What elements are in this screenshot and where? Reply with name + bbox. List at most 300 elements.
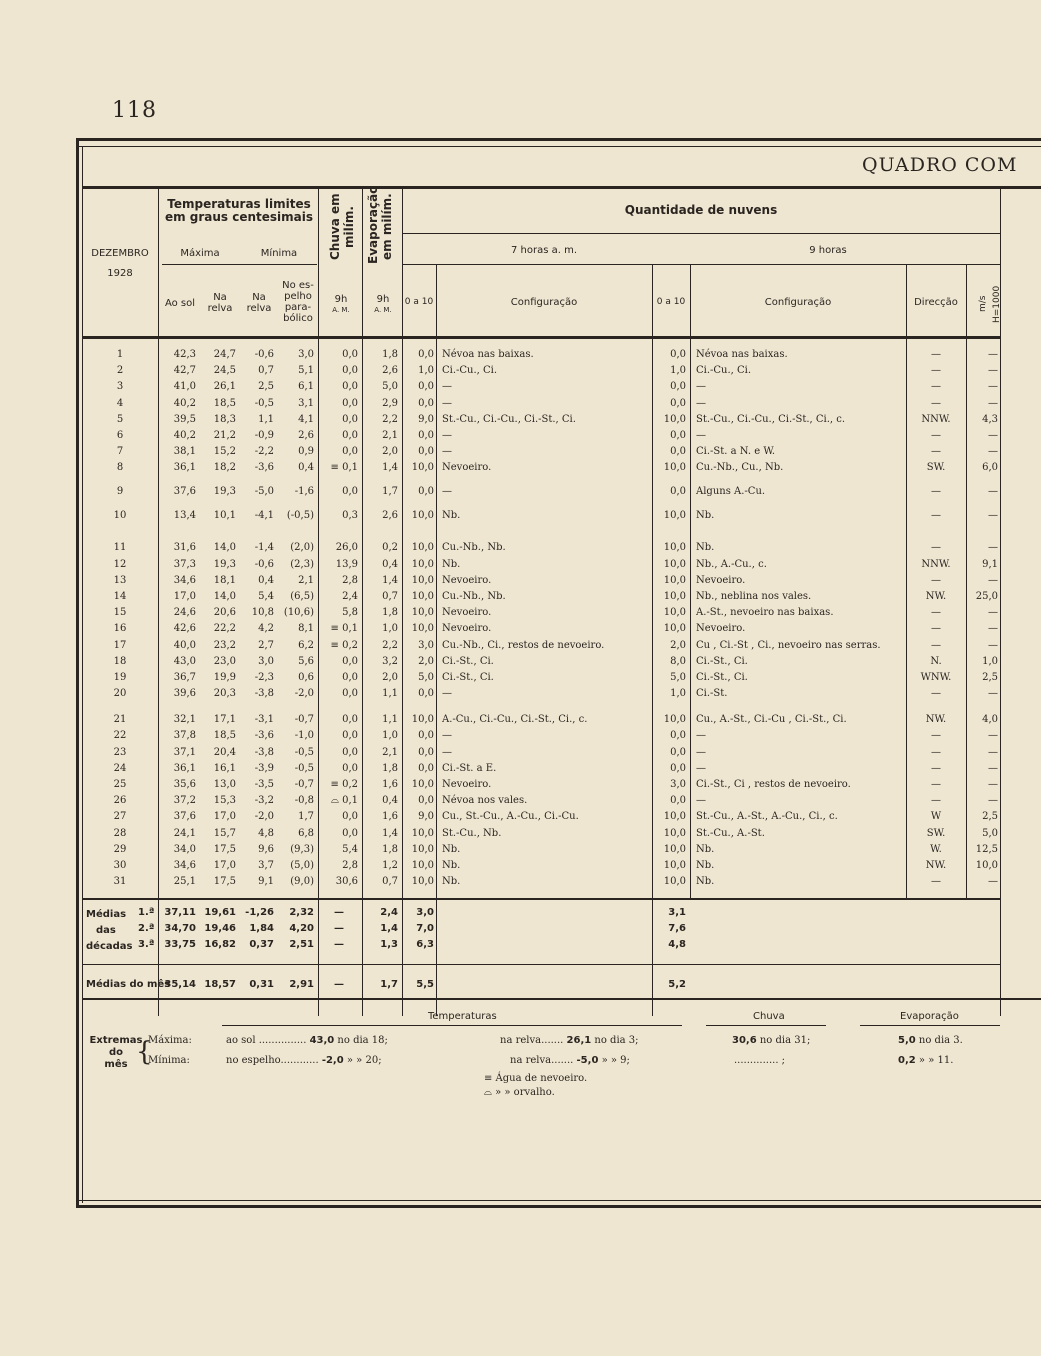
cell-d: 5 <box>116 413 124 425</box>
decada-chuva: — <box>334 907 344 918</box>
cell-c7: — <box>442 730 452 742</box>
cell-c7: — <box>442 397 452 409</box>
cell-mrelva: 9,1 <box>258 876 274 888</box>
cell-n9: 10,0 <box>663 843 686 855</box>
cell-mrelva: 0,4 <box>258 574 274 586</box>
cell-esp: 4,1 <box>298 413 314 425</box>
cell-n7: 10,0 <box>411 843 434 855</box>
cell-sol: 40,2 <box>173 397 196 409</box>
cell-relva: 14,0 <box>213 591 236 602</box>
cell-c7: St.-Cu., Nb. <box>442 827 502 839</box>
cell-d: 14 <box>113 591 127 602</box>
header-9h: 9 horas <box>809 245 847 256</box>
extremas-min-espelho: no espelho............ -2,0 » » 20; <box>226 1055 382 1066</box>
header-chuva-hour-1: 9h <box>334 294 348 305</box>
cell-relva: 16,1 <box>213 762 236 774</box>
cell-sol: 43,0 <box>173 655 196 667</box>
cell-chuva: 0,0 <box>342 349 358 360</box>
decada-n9: 3,1 <box>668 907 686 918</box>
cell-dir: SW. <box>926 827 946 839</box>
cell-vel: — <box>988 381 998 393</box>
cell-relva: 15,2 <box>213 446 236 458</box>
cell-n9: 0,0 <box>670 446 686 458</box>
cell-c9: Ci.-St. <box>696 688 728 700</box>
cell-c7: — <box>442 486 452 498</box>
cell-relva: 17,0 <box>213 860 236 871</box>
cell-evap: 1,8 <box>382 843 398 855</box>
cell-evap: 2,2 <box>382 413 398 425</box>
cell-relva: 17,1 <box>213 714 236 726</box>
cell-chuva: ≡ 0,1 <box>330 623 358 635</box>
cell-sol: 37,6 <box>173 486 196 498</box>
cell-n9: 8,0 <box>670 655 686 667</box>
cell-esp: 2,1 <box>298 574 314 586</box>
cell-esp: -0,7 <box>294 714 314 726</box>
table-title: QUADRO COM <box>862 154 1018 176</box>
cell-sol: 25,1 <box>173 876 196 888</box>
extremas-temp-rule <box>222 1025 682 1026</box>
cell-evap: 2,0 <box>382 672 398 683</box>
decada-n9: 7,6 <box>668 923 686 934</box>
cell-c9: — <box>696 430 706 441</box>
cell-vel: — <box>988 542 998 554</box>
cell-c9: Ci.-St., Ci. <box>696 672 748 683</box>
cell-dir: — <box>931 607 941 619</box>
cell-esp: (6,5) <box>290 591 314 602</box>
cell-evap: 1,8 <box>382 349 398 360</box>
cell-c9: — <box>696 762 706 774</box>
cell-c7: Nevoeiro. <box>442 779 492 790</box>
cell-n7: 10,0 <box>411 860 434 871</box>
extremas-header-evaporacao: Evaporação <box>900 1011 959 1022</box>
legend-orvalho: ⌓ » » orvalho. <box>484 1087 555 1098</box>
cell-d: 24 <box>113 762 127 774</box>
cell-sol: 37,8 <box>173 730 196 742</box>
cell-c7: Nevoeiro. <box>442 623 492 635</box>
cell-evap: 1,1 <box>382 688 398 700</box>
decada-sol: 34,70 <box>164 923 196 934</box>
cell-esp: -0,7 <box>294 779 314 790</box>
decada-evap: 1,3 <box>380 939 398 950</box>
cell-esp: (5,0) <box>290 860 314 871</box>
extremas-maxima-label: Máxima: <box>148 1035 192 1046</box>
cell-n9: 10,0 <box>663 542 686 554</box>
cell-esp: 5,6 <box>298 655 314 667</box>
cell-relva: 22,2 <box>213 623 236 635</box>
cell-n7: 10,0 <box>411 462 434 474</box>
cell-mrelva: -3,6 <box>254 462 274 474</box>
cell-esp: 5,1 <box>298 365 314 377</box>
cell-c7: — <box>442 381 452 393</box>
medias-label-1: Médias <box>86 909 127 920</box>
medias-label-2: das <box>96 925 116 936</box>
decada-sol: 37,11 <box>164 907 196 918</box>
cell-mrelva: -3,9 <box>254 762 274 774</box>
cell-n9: 1,0 <box>670 688 686 700</box>
cell-evap: 1,4 <box>382 827 398 839</box>
cell-chuva: 0,0 <box>342 827 358 839</box>
cell-mrelva: -3,2 <box>254 795 274 807</box>
cell-esp: (2,3) <box>290 558 314 570</box>
header-evaporacao: Evaporação em milím. <box>366 185 394 264</box>
cell-d: 9 <box>116 486 124 498</box>
cell-mrelva: 4,8 <box>258 827 274 839</box>
cell-vel: 2,5 <box>982 672 998 683</box>
cell-sol: 34,0 <box>173 843 196 855</box>
cell-n9: 10,0 <box>663 574 686 586</box>
cell-d: 1 <box>116 349 124 360</box>
cell-relva: 18,1 <box>213 574 236 586</box>
header-temp-line2: em graus centesimais <box>164 210 314 224</box>
cell-c9: Ci.-St. a N. e W. <box>696 446 776 458</box>
decada-relva: 19,61 <box>204 907 236 918</box>
header-evap-hour-1: 9h <box>376 294 390 305</box>
cell-sol: 24,6 <box>173 607 196 619</box>
cell-esp: -0,5 <box>294 762 314 774</box>
cell-c7: — <box>442 446 452 458</box>
cell-sol: 40,2 <box>173 430 196 441</box>
cell-mrelva: -5,0 <box>254 486 274 498</box>
cell-c9: A.-St., nevoeiro nas baixas. <box>696 607 834 619</box>
cell-evap: 2,6 <box>382 510 398 522</box>
cell-chuva: 0,0 <box>342 811 358 823</box>
cell-dir: — <box>931 430 941 441</box>
extremas-max-evap: 5,0 no dia 3. <box>898 1035 963 1046</box>
cell-relva: 24,7 <box>213 349 236 360</box>
cell-vel: — <box>988 795 998 807</box>
cell-n9: 3,0 <box>670 779 686 790</box>
cell-sol: 40,0 <box>173 639 196 651</box>
cell-vel: 6,0 <box>982 462 998 474</box>
cell-n7: 9,0 <box>418 413 434 425</box>
cell-d: 23 <box>113 746 127 758</box>
cell-d: 28 <box>113 827 127 839</box>
cell-dir: — <box>931 779 941 790</box>
header-na-relva-min-1: Na <box>252 292 266 303</box>
cell-n7: 10,0 <box>411 714 434 726</box>
cell-n7: 0,0 <box>418 446 434 458</box>
cell-sol: 32,1 <box>173 714 196 726</box>
cell-esp: 3,0 <box>298 349 314 360</box>
cell-dir: — <box>931 397 941 409</box>
cell-c7: — <box>442 430 452 441</box>
medias-mes-label: Médias do mês <box>86 979 171 990</box>
cell-d: 25 <box>113 779 127 790</box>
decada-evap: 1,4 <box>380 923 398 934</box>
cell-mrelva: -0,6 <box>254 349 274 360</box>
cell-sol: 37,1 <box>173 746 196 758</box>
cell-evap: 1,8 <box>382 607 398 619</box>
cell-esp: (9,3) <box>290 843 314 855</box>
cell-n7: 0,0 <box>418 730 434 742</box>
cell-chuva: 26,0 <box>335 542 358 554</box>
col-divider-c9 <box>690 264 691 900</box>
cell-chuva: ≡ 0,2 <box>330 639 358 651</box>
cell-c7: Nevoeiro. <box>442 462 492 474</box>
cell-n9: 0,0 <box>670 397 686 409</box>
cell-sol: 42,3 <box>173 349 196 360</box>
cell-n9: 10,0 <box>663 811 686 823</box>
header-nuvens: Quantidade de nuvens <box>624 203 778 217</box>
cell-vel: — <box>988 365 998 377</box>
medias-mes-esp: 2,91 <box>289 979 314 990</box>
cell-sol: 36,1 <box>173 762 196 774</box>
cell-n7: 0,0 <box>418 795 434 807</box>
cell-n7: 10,0 <box>411 607 434 619</box>
header-evap-hour-2: A. M. <box>374 306 392 314</box>
cell-evap: 1,6 <box>382 779 398 790</box>
extremas-min-relva: na relva....... -5,0 » » 9; <box>510 1055 630 1066</box>
cell-evap: 5,0 <box>382 381 398 393</box>
decada-relva: 19,46 <box>204 923 236 934</box>
cell-vel: — <box>988 779 998 790</box>
cell-n7: 10,0 <box>411 827 434 839</box>
cell-chuva: 0,0 <box>342 672 358 683</box>
cell-d: 7 <box>116 446 124 458</box>
header-maxima: Máxima <box>180 248 220 259</box>
header-0a10-9h: 0 a 10 <box>656 297 686 307</box>
cell-n7: 0,0 <box>418 397 434 409</box>
cell-dir: NNW. <box>921 413 951 425</box>
cell-c9: Nb., A.-Cu., c. <box>696 558 767 570</box>
cell-dir: — <box>931 876 941 888</box>
cell-sol: 36,7 <box>173 672 196 683</box>
cell-c7: Nb. <box>442 558 461 570</box>
header-espelho-4: bólico <box>283 313 313 324</box>
cell-n9: 0,0 <box>670 486 686 498</box>
medias-top-rule <box>82 898 1000 900</box>
cell-sol: 31,6 <box>173 542 196 554</box>
medias-mes-n7: 5,5 <box>416 979 434 990</box>
cell-c7: Ci.-St., Ci. <box>442 672 494 683</box>
medias-label-3: décadas <box>86 941 133 952</box>
cell-relva: 15,3 <box>213 795 236 807</box>
cell-chuva: ⌓ 0,1 <box>331 795 358 807</box>
cell-d: 27 <box>113 811 127 823</box>
decada-evap: 2,4 <box>380 907 398 918</box>
cell-c9: Nb. <box>696 510 715 522</box>
cell-c7: Nb. <box>442 843 461 855</box>
cell-d: 12 <box>113 558 127 570</box>
cell-n9: 10,0 <box>663 714 686 726</box>
cell-n7: 10,0 <box>411 876 434 888</box>
cell-chuva: 2,8 <box>342 574 358 586</box>
cell-c9: Ci.-St., Ci , restos de nevoeiro. <box>696 779 851 790</box>
cell-c9: Nb. <box>696 843 715 855</box>
nuvens-group-rule <box>402 233 1000 234</box>
cell-c7: Ci.-St., Ci. <box>442 655 494 667</box>
header-top-rule <box>82 186 1041 189</box>
nuvens-subheader-rule <box>402 264 1000 265</box>
decada-mrelva: 1,84 <box>249 923 274 934</box>
cell-mrelva: -3,6 <box>254 730 274 742</box>
cell-dir: — <box>931 762 941 774</box>
header-7h: 7 horas a. m. <box>510 245 578 256</box>
cell-c7: Nb. <box>442 876 461 888</box>
cell-esp: -0,5 <box>294 746 314 758</box>
cell-esp: 6,2 <box>298 639 314 651</box>
decada-mrelva: 0,37 <box>249 939 274 950</box>
medias-bottom-rule <box>82 998 1041 1000</box>
cell-evap: 1,7 <box>382 486 398 498</box>
cell-evap: 0,7 <box>382 591 398 602</box>
header-0a10-7h: 0 a 10 <box>404 297 434 307</box>
cell-n7: 2,0 <box>418 655 434 667</box>
cell-d: 13 <box>113 574 127 586</box>
cell-vel: 12,5 <box>975 843 998 855</box>
decada-chuva: — <box>334 939 344 950</box>
decada-esp: 2,51 <box>289 939 314 950</box>
cell-n9: 10,0 <box>663 860 686 871</box>
cell-c7: Nb. <box>442 860 461 871</box>
cell-esp: -2,0 <box>294 688 314 700</box>
cell-n7: 10,0 <box>411 542 434 554</box>
cell-dir: WNW. <box>920 672 952 683</box>
cell-c9: — <box>696 397 706 409</box>
medias-mes-n9: 5,2 <box>668 979 686 990</box>
header-na-relva-max-1: Na <box>213 292 227 303</box>
cell-c9: — <box>696 746 706 758</box>
cell-sol: 34,6 <box>173 574 196 586</box>
cell-relva: 18,5 <box>213 730 236 742</box>
cell-dir: — <box>931 623 941 635</box>
cell-relva: 10,1 <box>213 510 236 522</box>
cell-vel: — <box>988 397 998 409</box>
cell-c7: Cu.-Nb., Ci., restos de nevoeiro. <box>442 639 605 651</box>
cell-n7: 10,0 <box>411 510 434 522</box>
cell-esp: -1,6 <box>294 486 314 498</box>
decada-esp: 4,20 <box>289 923 314 934</box>
cell-esp: 2,6 <box>298 430 314 441</box>
cell-relva: 23,2 <box>213 639 236 651</box>
cell-dir: NW. <box>925 714 947 726</box>
cell-n9: 10,0 <box>663 607 686 619</box>
decada-n9: 4,8 <box>668 939 686 950</box>
cell-evap: 2,0 <box>382 446 398 458</box>
cell-evap: 1,2 <box>382 860 398 871</box>
cell-dir: — <box>931 542 941 554</box>
header-velocidade: m/s H=1000 <box>978 285 1002 323</box>
cell-vel: 4,0 <box>982 714 998 726</box>
cell-d: 2 <box>116 365 124 377</box>
cell-c9: Nb. <box>696 860 715 871</box>
cell-relva: 17,5 <box>213 876 236 888</box>
extremas-minima-label: Mínima: <box>148 1055 190 1066</box>
extremas-chuva-rule <box>706 1025 826 1026</box>
cell-chuva: 0,0 <box>342 688 358 700</box>
cell-c9: Nb. <box>696 542 715 554</box>
cell-d: 29 <box>113 843 127 855</box>
cell-dir: — <box>931 510 941 522</box>
cell-c9: Ci.-Cu., Ci. <box>696 365 752 377</box>
cell-c9: Nevoeiro. <box>696 623 746 635</box>
cell-dir: — <box>931 730 941 742</box>
col-divider-day <box>158 186 159 1016</box>
cell-chuva: 0,0 <box>342 730 358 742</box>
cell-dir: NW. <box>925 860 947 871</box>
cell-c9: St.-Cu., Ci.-Cu., Ci.-St., Ci., c. <box>696 413 846 425</box>
cell-esp: 0,4 <box>298 462 314 474</box>
cell-chuva: 5,8 <box>342 607 358 619</box>
cell-evap: 0,4 <box>382 795 398 807</box>
medias-mes-evap: 1,7 <box>380 979 398 990</box>
decada-chuva: — <box>334 923 344 934</box>
cell-vel: — <box>988 639 998 651</box>
header-na-relva-min-2: relva <box>246 303 272 314</box>
cell-c9: Nevoeiro. <box>696 574 746 586</box>
cell-sol: 13,4 <box>173 510 196 522</box>
cell-dir: SW. <box>926 462 946 474</box>
cell-vel: 25,0 <box>975 591 998 602</box>
decada-n7: 3,0 <box>416 907 434 918</box>
cell-n9: 0,0 <box>670 795 686 807</box>
cell-sol: 17,0 <box>173 591 196 602</box>
cell-d: 19 <box>113 672 127 683</box>
decada-label: 3.ª <box>138 939 155 950</box>
cell-n7: 5,0 <box>418 672 434 683</box>
cell-vel: 5,0 <box>982 827 998 839</box>
cell-relva: 26,1 <box>213 381 236 393</box>
cell-n9: 0,0 <box>670 730 686 742</box>
cell-sol: 39,6 <box>173 688 196 700</box>
cell-c7: A.-Cu., Ci.-Cu., Ci.-St., Ci., c. <box>442 714 588 726</box>
cell-c7: Cu.-Nb., Nb. <box>442 591 506 602</box>
cell-mrelva: -1,4 <box>254 542 274 554</box>
cell-dir: — <box>931 688 941 700</box>
header-config-7h: Configuração <box>510 297 578 308</box>
cell-c7: Névoa nos vales. <box>442 795 528 807</box>
cell-n7: 10,0 <box>411 574 434 586</box>
header-bottom-rule <box>82 336 1000 339</box>
cell-n9: 2,0 <box>670 639 686 651</box>
cell-c7: Ci.-St. a E. <box>442 762 497 774</box>
cell-n7: 3,0 <box>418 639 434 651</box>
cell-esp: (10,6) <box>283 607 314 619</box>
cell-n7: 10,0 <box>411 558 434 570</box>
extremas-max-sol: ao sol ............... 43,0 no dia 18; <box>226 1035 388 1046</box>
cell-chuva: 0,0 <box>342 381 358 393</box>
cell-relva: 23,0 <box>213 655 236 667</box>
cell-relva: 13,0 <box>213 779 236 790</box>
cell-c7: Nb. <box>442 510 461 522</box>
cell-n7: 10,0 <box>411 779 434 790</box>
cell-evap: 1,6 <box>382 811 398 823</box>
cell-c9: — <box>696 381 706 393</box>
cell-mrelva: 4,2 <box>258 623 274 635</box>
cell-vel: — <box>988 430 998 441</box>
cell-n9: 0,0 <box>670 746 686 758</box>
cell-esp: 0,6 <box>298 672 314 683</box>
decada-esp: 2,32 <box>289 907 314 918</box>
cell-c7: Cu.-Nb., Nb. <box>442 542 506 554</box>
cell-d: 30 <box>113 860 127 871</box>
cell-dir: N. <box>930 655 942 667</box>
cell-evap: 1,4 <box>382 462 398 474</box>
cell-dir: — <box>931 746 941 758</box>
col-divider-c7 <box>436 264 437 1016</box>
cell-dir: NW. <box>925 591 947 602</box>
header-chuva-hour-2: A. M. <box>332 306 350 314</box>
cell-vel: 2,5 <box>982 811 998 823</box>
cell-d: 8 <box>116 462 124 474</box>
cell-esp: 1,7 <box>298 811 314 823</box>
cell-esp: 0,9 <box>298 446 314 458</box>
cell-mrelva: -0,6 <box>254 558 274 570</box>
cell-c9: — <box>696 730 706 742</box>
cell-n9: 1,0 <box>670 365 686 377</box>
cell-relva: 14,0 <box>213 542 236 554</box>
header-year: 1928 <box>107 268 133 279</box>
